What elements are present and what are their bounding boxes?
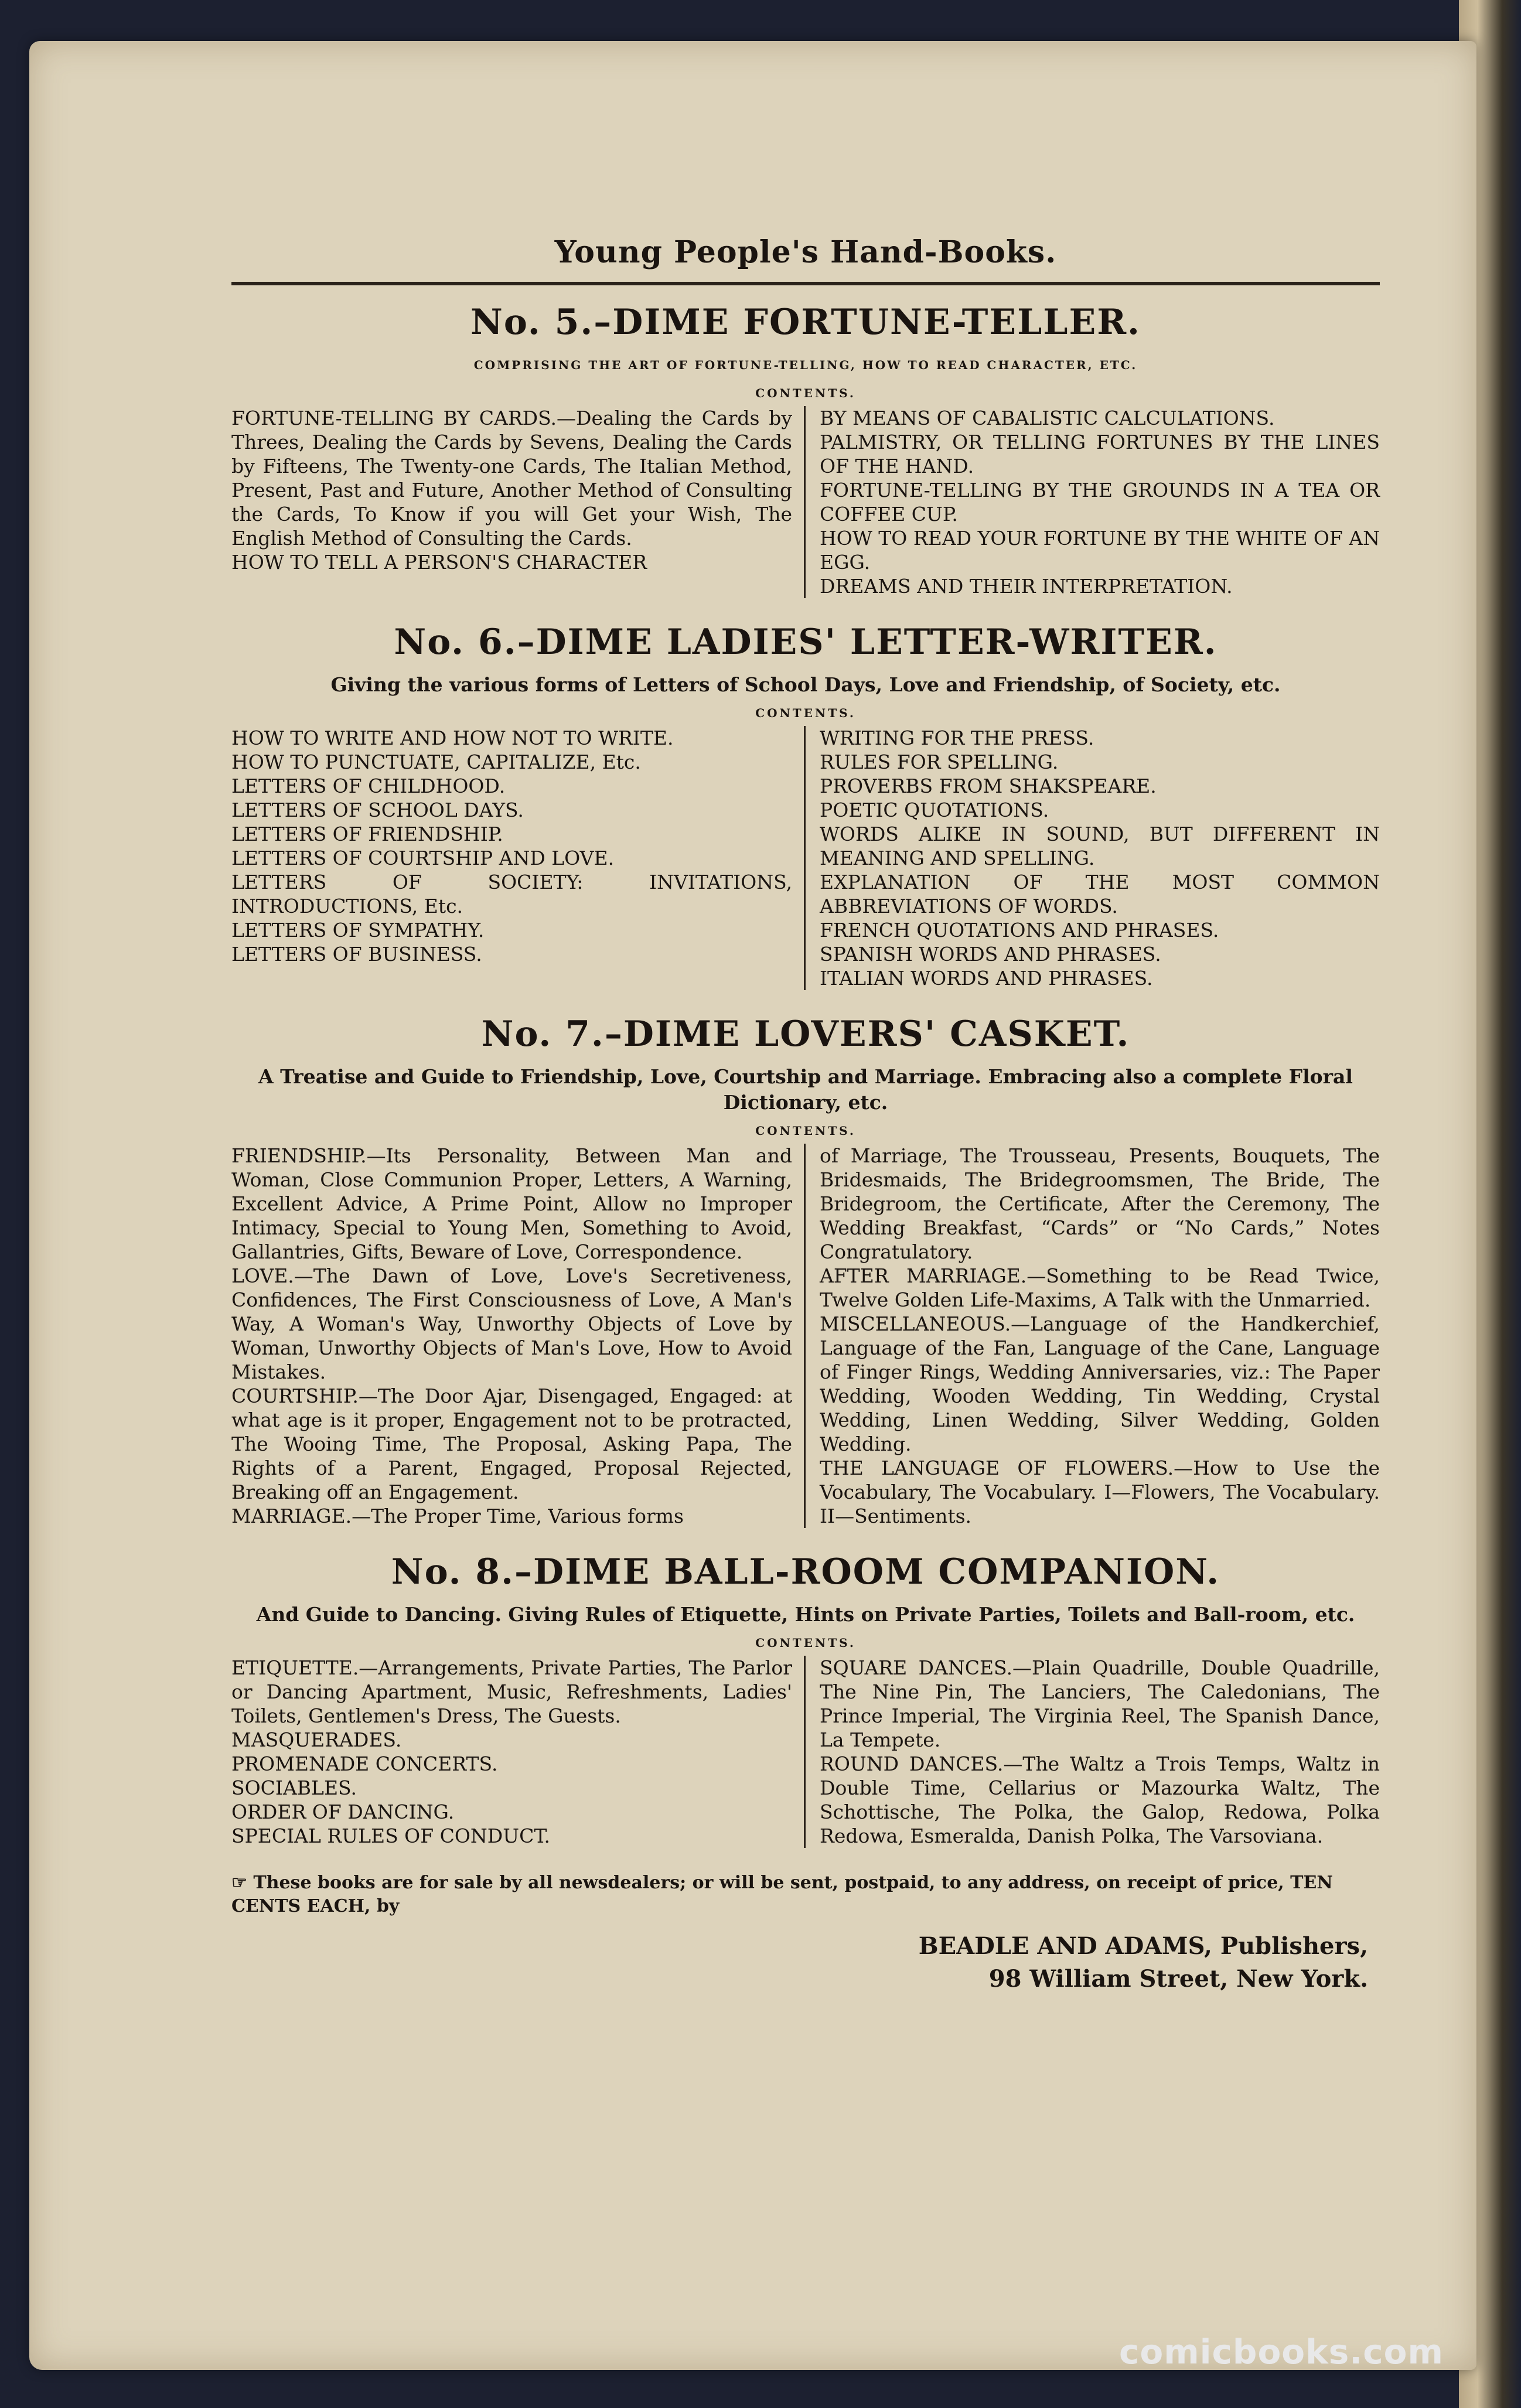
contents-right-column bbox=[806, 1144, 1380, 1528]
book-title: No. 5.–DIME FORTUNE-TELLER. bbox=[470, 302, 1141, 343]
book-section-5 bbox=[231, 302, 1380, 598]
contents-entry: HOW TO READ YOUR FORTUNE BY THE WHITE OF AN EGG. bbox=[820, 527, 1380, 574]
contents-entry: AFTER MARRIAGE.—Something to be Read Twice, Twelve Golden Life-Maxims, A Talk with the Unmarried. bbox=[820, 1264, 1380, 1311]
contents-entry: THE LANGUAGE OF FLOWERS.—How to Use the Vocabulary, The Vocabulary. I—Flowers, The Vocabulary. II—Sentiments. bbox=[820, 1457, 1380, 1527]
contents-columns bbox=[231, 726, 1380, 990]
contents-entry: of Marriage, The Trousseau, Presents, Bouquets, The Bridesmaids, The Bridegroomsmen, The Bride, The Bridegroom, the Certificate, After the Ceremony, The Wedding Breakfast, “Cards” or “No Cards,” Notes Congratulatory. bbox=[820, 1144, 1380, 1263]
contents-entry: LOVE.—The Dawn of Love, Love's Secretiveness, Confidences, The First Consciousness of Love, A Man's Way, A Woman's Way, Unworthy Objects of Love by Woman, Unworthy Objects of Man's Love, How to Avoid Mistakes. bbox=[231, 1264, 792, 1383]
contents-entry: PALMISTRY, OR TELLING FORTUNES BY THE LINES OF THE HAND. bbox=[820, 431, 1380, 477]
book-section-7 bbox=[231, 1014, 1380, 1528]
contents-entry: LETTERS OF FRIENDSHIP. bbox=[231, 823, 503, 845]
contents-entry: ITALIAN WORDS AND PHRASES. bbox=[820, 967, 1153, 990]
contents-entry: LETTERS OF BUSINESS. bbox=[231, 943, 482, 966]
contents-entry: LETTERS OF CHILDHOOD. bbox=[231, 775, 506, 797]
contents-entry: FRENCH QUOTATIONS AND PHRASES. bbox=[820, 919, 1219, 942]
contents-entry: FORTUNE-TELLING BY THE GROUNDS IN A TEA OR COFFEE CUP. bbox=[820, 479, 1380, 526]
contents-entry: MASQUERADES. bbox=[231, 1728, 402, 1751]
contents-entry: ROUND DANCES.—The Waltz a Trois Temps, Waltz in Double Time, Cellarius or Mazourka Waltz, The Schottische, The Polka, the Galop, Redowa, Polka Redowa, Esmeralda, Danish Polka, The Varsoviana. bbox=[820, 1752, 1380, 1847]
contents-left-column bbox=[231, 406, 806, 598]
contents-entry: DREAMS AND THEIR INTERPRETATION. bbox=[820, 575, 1233, 598]
contents-entry: PROVERBS FROM SHAKSPEARE. bbox=[820, 775, 1157, 797]
contents-entry: FORTUNE-TELLING BY CARDS.—Dealing the Cards by Threes, Dealing the Cards by Sevens, Dealing the Cards by Fifteens, The Twenty-one Cards, The Italian Method, Present, Past and Future, Another Method of Consulting the Cards, To Know if you will Get your Wish, The English Method of Consulting the Cards. bbox=[231, 407, 792, 550]
sale-notice: ☞ These books are for sale by all newsdealers; or will be sent, postpaid, to any address, on receipt of price, TEN CENTS EACH, by bbox=[231, 1872, 1333, 1916]
page-content bbox=[231, 234, 1380, 1996]
contents-entry: POETIC QUOTATIONS. bbox=[820, 799, 1049, 821]
book-subtitle: And Guide to Dancing. Giving Rules of Etiquette, Hints on Private Parties, Toilets and Ball-room, etc. bbox=[256, 1603, 1355, 1626]
contents-entry: LETTERS OF SYMPATHY. bbox=[231, 919, 485, 942]
contents-entry: MISCELLANEOUS.—Language of the Handkerchief, Language of the Fan, Language of the Cane, Language of Finger Rings, Wedding Anniversaries, viz.: The Paper Wedding, Wooden Wedding, Tin Wedding, Crystal Wedding, Linen Wedding, Silver Wedding, Golden Wedding. bbox=[820, 1312, 1380, 1455]
contents-entry: PROMENADE CONCERTS. bbox=[231, 1752, 498, 1775]
contents-right-column bbox=[806, 406, 1380, 598]
catalog-page bbox=[29, 41, 1476, 2370]
contents-entry: WRITING FOR THE PRESS. bbox=[820, 727, 1094, 749]
book-subtitle: A Treatise and Guide to Friendship, Love, Courtship and Marriage. Embracing also a complete Floral Dictionary, etc. bbox=[258, 1065, 1353, 1114]
contents-entry: LETTERS OF SOCIETY: INVITATIONS, INTRODUCTIONS, Etc. bbox=[231, 871, 792, 918]
contents-entry: EXPLANATION OF THE MOST COMMON ABBREVIATIONS OF WORDS. bbox=[820, 871, 1380, 918]
contents-entry: ORDER OF DANCING. bbox=[231, 1800, 455, 1823]
contents-entry: BY MEANS OF CABALISTIC CALCULATIONS. bbox=[820, 407, 1275, 429]
publisher-address: 98 William Street, New York. bbox=[988, 1965, 1368, 1993]
publisher-name: BEADLE AND ADAMS, Publishers, bbox=[918, 1932, 1368, 1960]
title-rule bbox=[231, 282, 1380, 285]
contents-entry: SPECIAL RULES OF CONDUCT. bbox=[231, 1824, 550, 1847]
contents-entry: WORDS ALIKE IN SOUND, BUT DIFFERENT IN MEANING AND SPELLING. bbox=[820, 823, 1380, 869]
contents-columns bbox=[231, 1656, 1380, 1848]
contents-label: CONTENTS. bbox=[755, 386, 856, 400]
contents-left-column bbox=[231, 1144, 806, 1528]
contents-entry: HOW TO TELL A PERSON'S CHARACTER bbox=[231, 551, 647, 574]
book-title: No. 7.–DIME LOVERS' CASKET. bbox=[481, 1014, 1130, 1055]
contents-columns bbox=[231, 1144, 1380, 1528]
contents-label: CONTENTS. bbox=[755, 1124, 856, 1138]
contents-entry: LETTERS OF SCHOOL DAYS. bbox=[231, 799, 524, 821]
contents-entry: RULES FOR SPELLING. bbox=[820, 751, 1059, 773]
book-section-8 bbox=[231, 1551, 1380, 1848]
contents-label: CONTENTS. bbox=[755, 1636, 856, 1650]
contents-entry: SQUARE DANCES.—Plain Quadrille, Double Quadrille, The Nine Pin, The Lanciers, The Caledonians, The Prince Imperial, The Virginia Reel, The Spanish Dance, La Tempete. bbox=[820, 1656, 1380, 1751]
publisher-block bbox=[231, 1930, 1380, 1996]
contents-entry: SOCIABLES. bbox=[231, 1776, 357, 1799]
contents-columns bbox=[231, 406, 1380, 598]
contents-label: CONTENTS. bbox=[755, 706, 856, 720]
contents-entry: SPANISH WORDS AND PHRASES. bbox=[820, 943, 1161, 966]
series-title: Young People's Hand-Books. bbox=[554, 234, 1057, 270]
contents-left-column bbox=[231, 726, 806, 990]
book-title: No. 8.–DIME BALL-ROOM COMPANION. bbox=[391, 1551, 1220, 1592]
contents-entry: MARRIAGE.—The Proper Time, Various forms bbox=[231, 1505, 684, 1527]
book-subtitle: Giving the various forms of Letters of School Days, Love and Friendship, of Society, etc. bbox=[330, 673, 1281, 696]
site-watermark: comicbooks.com bbox=[1119, 2332, 1444, 2372]
contents-right-column bbox=[806, 1656, 1380, 1848]
contents-entry: HOW TO WRITE AND HOW NOT TO WRITE. bbox=[231, 727, 674, 749]
contents-entry: LETTERS OF COURTSHIP AND LOVE. bbox=[231, 847, 615, 869]
book-subtitle: COMPRISING THE ART OF FORTUNE-TELLING, HOW TO READ CHARACTER, ETC. bbox=[473, 358, 1138, 372]
contents-entry: FRIENDSHIP.—Its Personality, Between Man and Woman, Close Communion Proper, Letters, A Warning, Excellent Advice, A Prime Point, Allow no Improper Intimacy, Special to Young Men, Something to Avoid, Gallantries, Gifts, Beware of Love, Correspondence. bbox=[231, 1144, 792, 1263]
contents-left-column bbox=[231, 1656, 806, 1848]
contents-entry: COURTSHIP.—The Door Ajar, Disengaged, Engaged: at what age is it proper, Engagement not to be protracted, The Wooing Time, The Proposal, Asking Papa, The Rights of a Parent, Engaged, Proposal Rejected, Breaking off an Engagement. bbox=[231, 1384, 792, 1503]
contents-right-column bbox=[806, 726, 1380, 990]
book-title: No. 6.–DIME LADIES' LETTER-WRITER. bbox=[394, 622, 1218, 663]
contents-entry: ETIQUETTE.—Arrangements, Private Parties, The Parlor or Dancing Apartment, Music, Refreshments, Ladies' Toilets, Gentlemen's Dress, The Guests. bbox=[231, 1656, 792, 1727]
contents-entry: HOW TO PUNCTUATE, CAPITALIZE, Etc. bbox=[231, 751, 641, 773]
book-section-6 bbox=[231, 622, 1380, 990]
